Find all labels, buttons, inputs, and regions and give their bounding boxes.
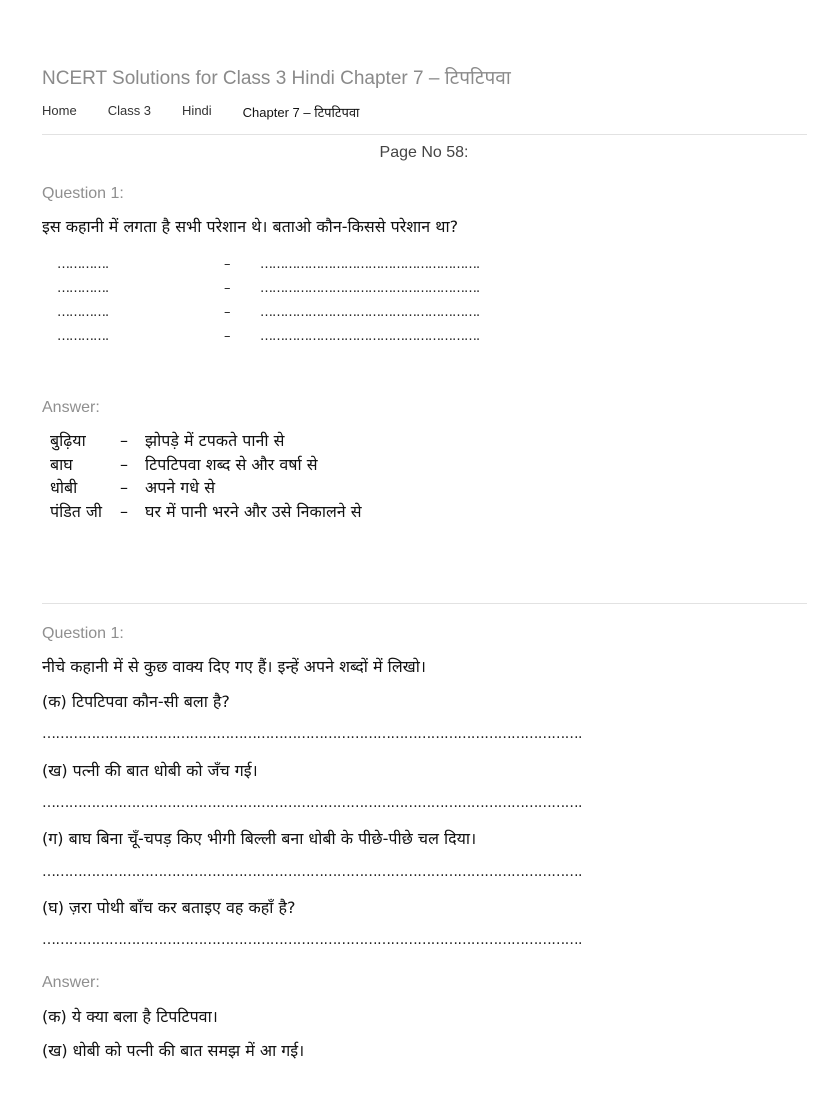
dash: –: [224, 304, 231, 320]
answer-who: पंडित जी: [50, 501, 103, 521]
dash: –: [120, 431, 128, 450]
question-text: इस कहानी में लगता है सभी परेशान थे। बताओ कौन-किससे परेशान था?: [42, 217, 459, 236]
answer-row: [50, 500, 362, 524]
dash: –: [224, 328, 231, 344]
answer-what: टिपटिपवा शब्द से और वर्षा से: [145, 454, 318, 474]
divider: [42, 134, 807, 135]
dash: –: [120, 454, 128, 474]
dotted-answer-line: ………………………………………………………………………………………………………….: [42, 726, 582, 742]
divider: [42, 603, 807, 604]
answer-row: [50, 453, 362, 477]
dotted-answer-line: ………………………………………………………………………………………………………….: [42, 795, 582, 811]
blank-row: [57, 300, 479, 324]
answer-what: घर में पानी भरने और उसे निकालने से: [145, 501, 362, 521]
dash: –: [120, 478, 128, 497]
answer-who: धोबी: [50, 478, 78, 497]
answer-row: [50, 476, 362, 500]
question-label: Question 1:: [42, 625, 124, 642]
question-item: (ख) पत्नी की बात धोबी को जँच गई।: [42, 761, 258, 780]
blank-cell: ……………………………………………….: [260, 256, 480, 272]
answer-label: Answer:: [42, 974, 100, 991]
dotted-answer-line: ………………………………………………………………………………………………………….: [42, 932, 582, 948]
question-label: Question 1:: [42, 185, 124, 202]
blank-cell: ……………………………………………….: [260, 304, 480, 320]
dash: –: [120, 501, 128, 521]
blank-cell: ………….: [57, 304, 109, 320]
answer-who: बुढ़िया: [50, 431, 86, 450]
blank-row: [57, 252, 479, 276]
question-item: (घ) ज़रा पोथी बाँच कर बताइए वह कहाँ है?: [42, 898, 296, 917]
question-item: (ग) बाघ बिना चूँ-चपड़ किए भीगी बिल्ली बना धोबी के पीछे-पीछे चल दिया।: [42, 829, 477, 848]
answer-what: झोपड़े में टपकते पानी से: [145, 431, 285, 450]
dash: –: [224, 256, 231, 272]
breadcrumb-hindi[interactable]: Hindi: [182, 103, 212, 118]
answer-label: Answer:: [42, 399, 100, 416]
answer-table: [50, 429, 362, 523]
blank-cell: ………….: [57, 280, 109, 296]
breadcrumb: [42, 103, 390, 121]
breadcrumb-chapter-7[interactable]: Chapter 7 – टिपटिपवा: [242, 105, 360, 120]
page-number: Page No 58:: [379, 144, 469, 161]
dash: –: [224, 280, 231, 296]
blank-cell: ……………………………………………….: [260, 328, 480, 344]
question-item: (क) टिपटिपवा कौन-सी बला है?: [42, 692, 230, 711]
blank-row: [57, 324, 479, 348]
dotted-answer-line: ………………………………………………………………………………………………………….: [42, 864, 582, 880]
answer-row: [50, 429, 362, 453]
answer-what: अपने गधे से: [145, 478, 216, 497]
blank-cell: ……………………………………………….: [260, 280, 480, 296]
blank-cell: ………….: [57, 328, 109, 344]
question-text: नीचे कहानी में से कुछ वाक्य दिए गए हैं। इन्हें अपने शब्दों में लिखो।: [42, 657, 426, 676]
blank-row: [57, 276, 479, 300]
page-title: NCERT Solutions for Class 3 Hindi Chapter 7 – टिपटिपवा: [42, 68, 511, 89]
breadcrumb-home[interactable]: Home: [42, 103, 77, 118]
answer-item: (क) ये क्या बला है टिपटिपवा।: [42, 1007, 218, 1026]
answer-who: बाघ: [50, 454, 73, 474]
answer-item: (ख) धोबी को पत्नी की बात समझ में आ गई।: [42, 1041, 305, 1060]
blank-cell: ………….: [57, 256, 109, 272]
breadcrumb-class-3[interactable]: Class 3: [107, 103, 152, 118]
blank-table: [57, 252, 479, 348]
